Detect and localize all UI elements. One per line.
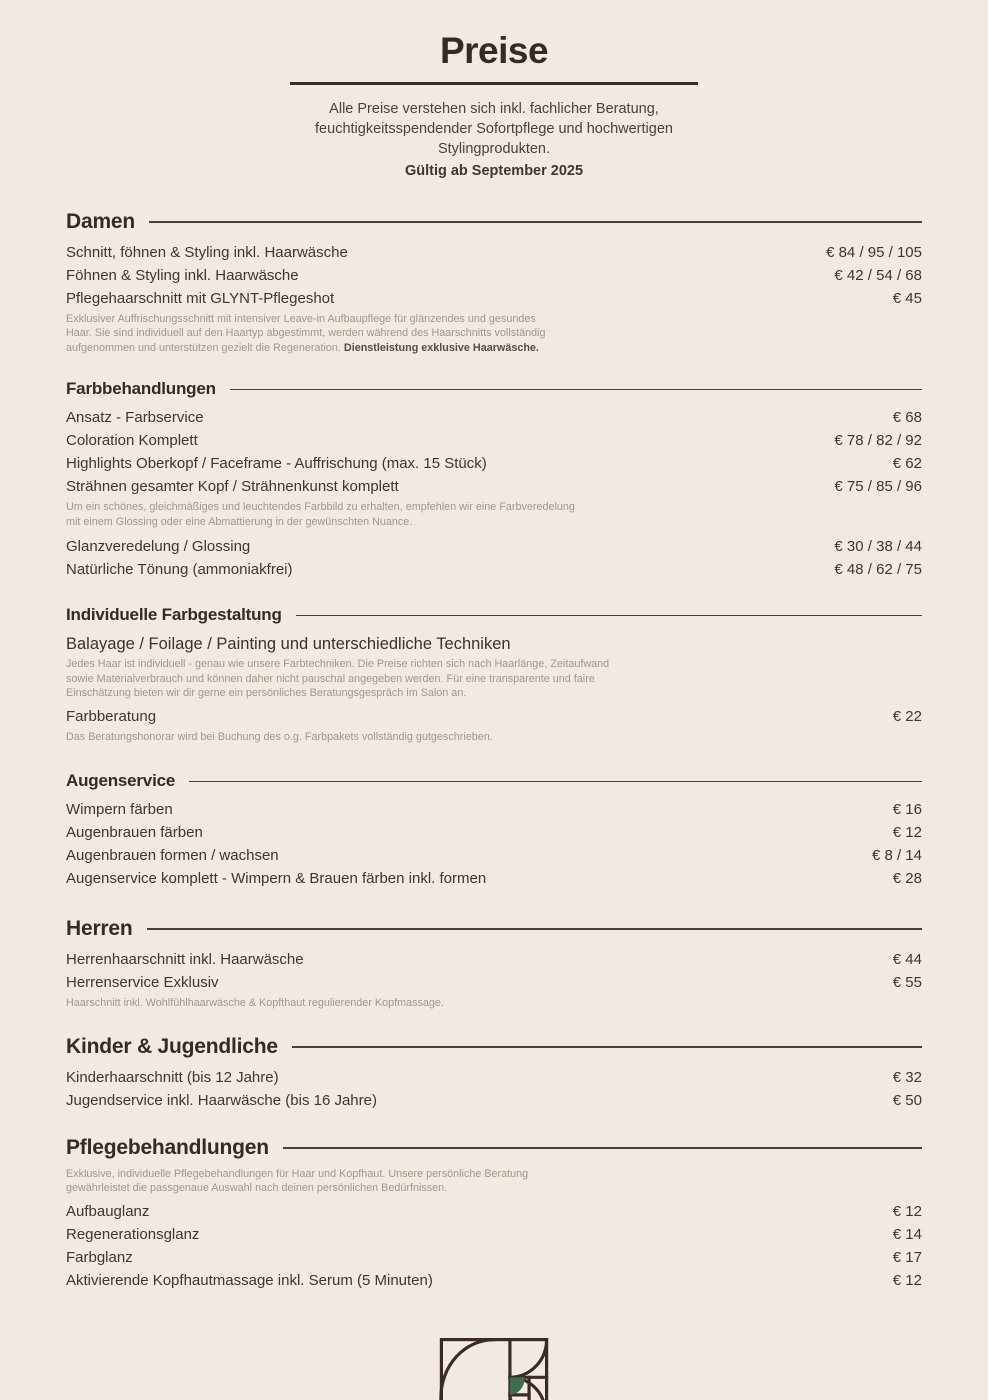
- section-note: Jedes Haar ist individuell - genau wie unsere Farbtechniken. Die Preise richten sich nach Haarlänge, Zeitaufwand sowie Materialverbrauch und können daher nicht pauschal angegeben werden. Für eine transparente und faire Einschätzung bieten wir dir gerne ein persönliches Beratungsgespräch im Salon an.: [66, 658, 610, 700]
- service-name: Herrenservice Exklusiv: [66, 974, 219, 992]
- salon-logo: [0, 1338, 988, 1400]
- price-row: [66, 948, 922, 971]
- section-augenservice-header: [66, 771, 922, 791]
- section-pflegebehandlungen: [66, 1136, 922, 1292]
- service-name: Augenbrauen färben: [66, 824, 203, 842]
- price-row: [66, 1089, 922, 1112]
- service-price: € 84 / 95 / 105: [826, 243, 922, 261]
- price-row: [66, 406, 922, 429]
- service-price: € 55: [892, 974, 922, 992]
- service-name: Regenerationsglanz: [66, 1225, 200, 1243]
- service-name: Föhnen & Styling inkl. Haarwäsche: [66, 266, 299, 284]
- header-rule: [149, 221, 922, 223]
- service-name: Farbglanz: [66, 1248, 133, 1266]
- section-herren: [66, 917, 922, 1011]
- service-price: € 32: [892, 1068, 922, 1086]
- header-rule: [296, 615, 922, 616]
- section-note: Das Beratungshonorar wird bei Buchung des o.g. Farbpakets vollständig gutgeschrieben.: [66, 730, 493, 743]
- price-list-content: [0, 210, 988, 1292]
- service-name: Herrenhaarschnitt inkl. Haarwäsche: [66, 951, 304, 969]
- header-rule: [283, 1147, 922, 1149]
- price-row: [66, 867, 922, 890]
- service-price: € 45: [892, 289, 922, 307]
- section-herren-header: [66, 917, 922, 941]
- section-title: Individuelle Farbgestaltung: [66, 605, 282, 625]
- service-price: € 12: [892, 824, 922, 842]
- service-name: Augenservice komplett - Wimpern & Brauen färben inkl. formen: [66, 870, 487, 888]
- section-note: Um ein schönes, gleichmäßiges und leuchtendes Farbbild zu erhalten, empfehlen wir eine Farbveredelung mit einem Glossing oder eine Abmattierung in der gewünschten Nuance.: [66, 501, 575, 528]
- service-name: Strähnen gesamter Kopf / Strähnenkunst komplett: [66, 478, 399, 496]
- price-row: [66, 475, 922, 498]
- service-name: Wimpern färben: [66, 801, 173, 819]
- service-name: Natürliche Tönung (ammoniakfrei): [66, 561, 293, 579]
- page-subtitle: Alle Preise verstehen sich inkl. fachlicher Beratung, feuchtigkeitsspendender Sofortpflege und hochwertigen Stylingprodukten.: [315, 100, 673, 157]
- header-rule: [189, 781, 922, 782]
- service-price: € 14: [892, 1225, 922, 1243]
- service-price: € 30 / 38 / 44: [834, 538, 922, 556]
- section-augenservice: [66, 771, 922, 890]
- service-price: € 78 / 82 / 92: [834, 432, 922, 450]
- section-kinder-header: [66, 1035, 922, 1059]
- service-price: € 17: [892, 1248, 922, 1266]
- service-name: Schnitt, föhnen & Styling inkl. Haarwäsche: [66, 243, 348, 261]
- price-row: [66, 429, 922, 452]
- service-price: € 62: [892, 455, 922, 473]
- service-price: € 42 / 54 / 68: [834, 266, 922, 284]
- price-row: [66, 535, 922, 558]
- service-name: Kinderhaarschnitt (bis 12 Jahre): [66, 1068, 279, 1086]
- price-row: [66, 705, 922, 728]
- section-note: Exklusive, individuelle Pflegebehandlungen für Haar und Kopfhaut. Unsere persönliche Beratung gewährleistet die passgenaue Auswahl nach deinen persönlichen Bedürfnissen.: [66, 1167, 529, 1195]
- service-price: € 8 / 14: [871, 847, 922, 865]
- service-name: Jugendservice inkl. Haarwäsche (bis 16 Jahre): [66, 1091, 377, 1109]
- price-row: [66, 971, 922, 994]
- header-rule: [292, 1046, 922, 1048]
- section-title: Pflegebehandlungen: [66, 1135, 269, 1159]
- note-text: Exklusiver Auffrischungsschnitt mit intensiver Leave-in Aufbaupflege für glänzendes und gesundes Haar. Sie sind individuell auf den Haartyp abgestimmt, werden während des Haarschnitts vollständig aufgenommen und unterstützen gezielt die Regeneration.: [66, 312, 546, 354]
- section-kinder-jugendliche: [66, 1035, 922, 1112]
- valid-from-date: Gültig ab September 2025: [404, 162, 584, 179]
- service-name: Aufbauglanz: [66, 1202, 150, 1220]
- price-row: [66, 241, 922, 264]
- page-header: [0, 0, 988, 181]
- section-damen-header: [66, 210, 922, 234]
- service-name: Glanzveredelung / Glossing: [66, 538, 251, 556]
- service-price: € 48 / 62 / 75: [834, 561, 922, 579]
- section-damen: [66, 210, 922, 356]
- price-row: [66, 558, 922, 581]
- service-price: € 22: [892, 707, 922, 725]
- price-row: [66, 1223, 922, 1246]
- price-row: [66, 821, 922, 844]
- service-price: € 68: [892, 409, 922, 427]
- service-price: € 12: [892, 1271, 922, 1289]
- section-farbbehandlungen: [66, 379, 922, 581]
- price-row: [66, 798, 922, 821]
- price-row: [66, 1066, 922, 1089]
- section-individuelle-farbgestaltung: [66, 605, 922, 744]
- service-price: € 12: [892, 1202, 922, 1220]
- price-row: [66, 844, 922, 867]
- service-price: € 50: [892, 1091, 922, 1109]
- price-row: [66, 1246, 922, 1269]
- price-row: [66, 287, 922, 310]
- section-title: Herren: [66, 917, 133, 941]
- price-row: [66, 452, 922, 475]
- service-price: € 28: [892, 870, 922, 888]
- section-note: [66, 312, 558, 356]
- service-name: Farbberatung: [66, 707, 157, 725]
- section-title: Kinder & Jugendliche: [66, 1034, 278, 1058]
- service-name: Highlights Oberkopf / Faceframe - Auffrischung (max. 15 Stück): [66, 455, 487, 473]
- note-bold-text: Dienstleistung exklusive Haarwäsche.: [343, 341, 539, 354]
- service-price: € 75 / 85 / 96: [834, 478, 922, 496]
- service-name: Augenbrauen formen / wachsen: [66, 847, 279, 865]
- golden-ratio-spiral-icon: [439, 1338, 549, 1400]
- section-title: Farbbehandlungen: [66, 379, 216, 399]
- service-name: Coloration Komplett: [66, 432, 198, 450]
- price-row: [66, 1269, 922, 1292]
- price-row: [66, 1200, 922, 1223]
- service-price: € 16: [892, 801, 922, 819]
- service-name: Pflegehaarschnitt mit GLYNT-Pflegeshot: [66, 289, 335, 307]
- page-title: Preise: [439, 30, 549, 71]
- title-underline: [290, 82, 698, 85]
- section-pflege-header: [66, 1136, 922, 1160]
- section-note: Haarschnitt inkl. Wohlfühlhaarwäsche & Kopfthaut regulierender Kopfmassage.: [66, 997, 444, 1010]
- service-name: Ansatz - Farbservice: [66, 409, 204, 427]
- section-farbbehandlungen-header: [66, 379, 922, 399]
- service-name: Aktivierende Kopfhautmassage inkl. Serum (5 Minuten): [66, 1271, 433, 1289]
- section-title: Damen: [66, 209, 136, 233]
- section-individuelle-header: [66, 605, 922, 625]
- price-row: [66, 264, 922, 287]
- section-title: Augenservice: [66, 771, 176, 791]
- service-price: € 44: [892, 951, 922, 969]
- header-rule: [230, 389, 922, 390]
- header-rule: [147, 928, 923, 930]
- feature-service-name: Balayage / Foilage / Painting und unterschiedliche Techniken: [66, 635, 511, 654]
